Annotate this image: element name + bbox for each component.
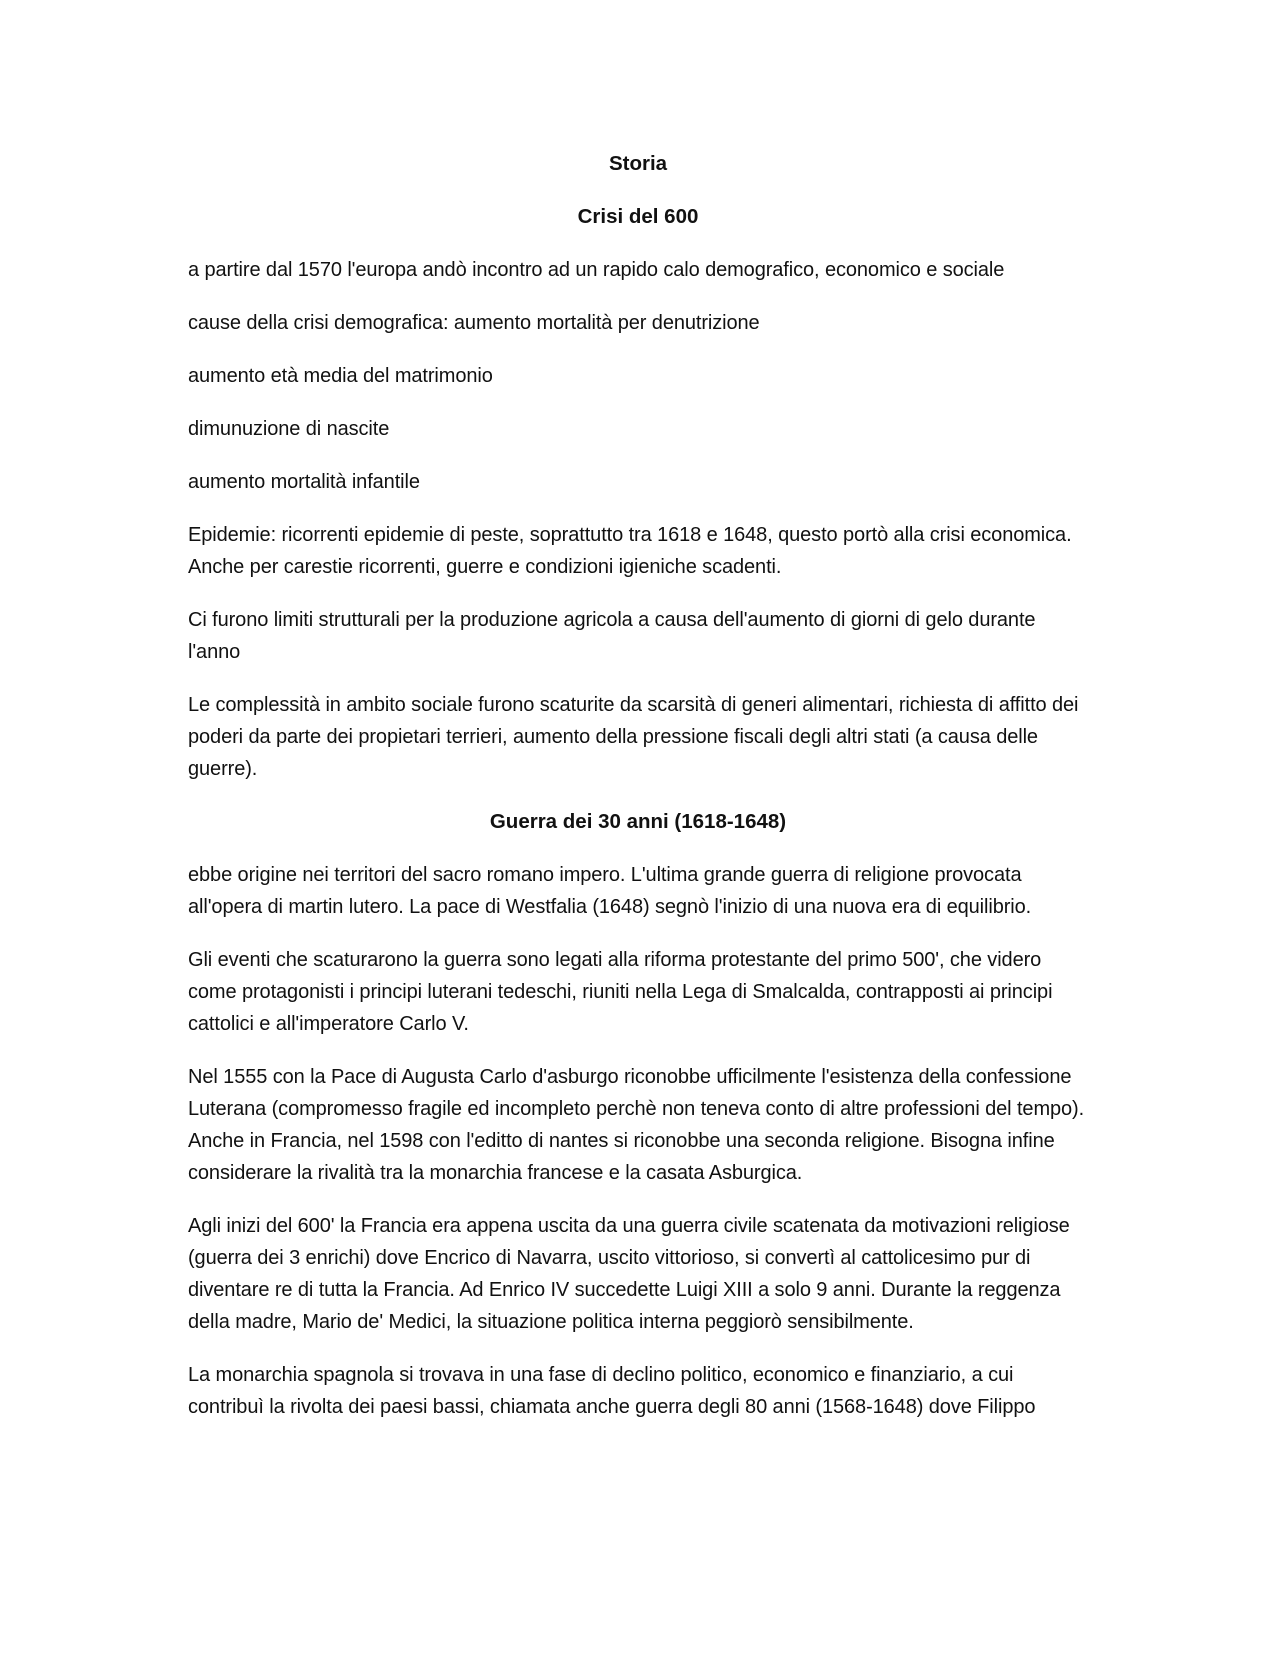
paragraph: Nel 1555 con la Pace di Augusta Carlo d'asburgo riconobbe ufficilmente l'esistenza della confessione Luterana (compromesso fragile ed incompleto perchè non teneva conto di altre professioni del tempo). Anche in Francia, nel 1598 con l'editto di nantes si riconobbe una seconda religione. Bisogna infine considerare la rivalità tra la monarchia francese e la casata Asburgica. xyxy=(188,1066,1085,1184)
section-heading-crisi: Crisi del 600 xyxy=(577,205,699,228)
paragraph: ebbe origine nei territori del sacro romano impero. L'ultima grande guerra di religione provocata all'opera di martin lutero. La pace di Westfalia (1648) segnò l'inizio di una nuova era di equilibrio. xyxy=(188,864,1032,918)
paragraph: Ci furono limiti strutturali per la produzione agricola a causa dell'aumento di giorni di gelo durante l'anno xyxy=(188,609,1036,663)
paragraph: dimunuzione di nascite xyxy=(188,418,390,440)
document-page xyxy=(188,148,1088,1444)
paragraph: aumento età media del matrimonio xyxy=(188,365,493,387)
paragraph: La monarchia spagnola si trovava in una fase di declino politico, economico e finanziario, a cui contribuì la rivolta dei paesi bassi, chiamata anche guerra degli 80 anni (1568-1648) dove Filippo xyxy=(188,1364,1036,1418)
paragraph: cause della crisi demografica: aumento mortalità per denutrizione xyxy=(188,312,760,334)
paragraph: Agli inizi del 600' la Francia era appena uscita da una guerra civile scatenata da motivazioni religiose (guerra dei 3 enrichi) dove Encrico di Navarra, uscito vittorioso, si convertì al cattolicesimo pur di diventare re di tutta la Francia. Ad Enrico IV succedette Luigi XIII a solo 9 anni. Durante la reggenza della madre, Mario de' Medici, la situazione politica interna peggiorò sensibilmente. xyxy=(188,1215,1070,1333)
paragraph: Epidemie: ricorrenti epidemie di peste, soprattutto tra 1618 e 1648, questo portò alla crisi economica. Anche per carestie ricorrenti, guerre e condizioni igieniche scadenti. xyxy=(188,524,1072,578)
paragraph: Gli eventi che scaturarono la guerra sono legati alla riforma protestante del primo 500', che videro come protagonisti i principi luterani tedeschi, riuniti nella Lega di Smalcalda, contrapposti ai principi cattolici e all'imperatore Carlo V. xyxy=(188,949,1053,1035)
section-heading-guerra: Guerra dei 30 anni (1618-1648) xyxy=(489,810,787,833)
paragraph: Le complessità in ambito sociale furono scaturite da scarsità di generi alimentari, richiesta di affitto dei poderi da parte dei propietari terrieri, aumento della pressione fiscali degli altri stati (a causa delle guerre). xyxy=(188,694,1079,780)
paragraph: a partire dal 1570 l'europa andò incontro ad un rapido calo demografico, economico e sociale xyxy=(188,259,1005,281)
paragraph: aumento mortalità infantile xyxy=(188,471,420,493)
document-title: Storia xyxy=(608,152,668,175)
